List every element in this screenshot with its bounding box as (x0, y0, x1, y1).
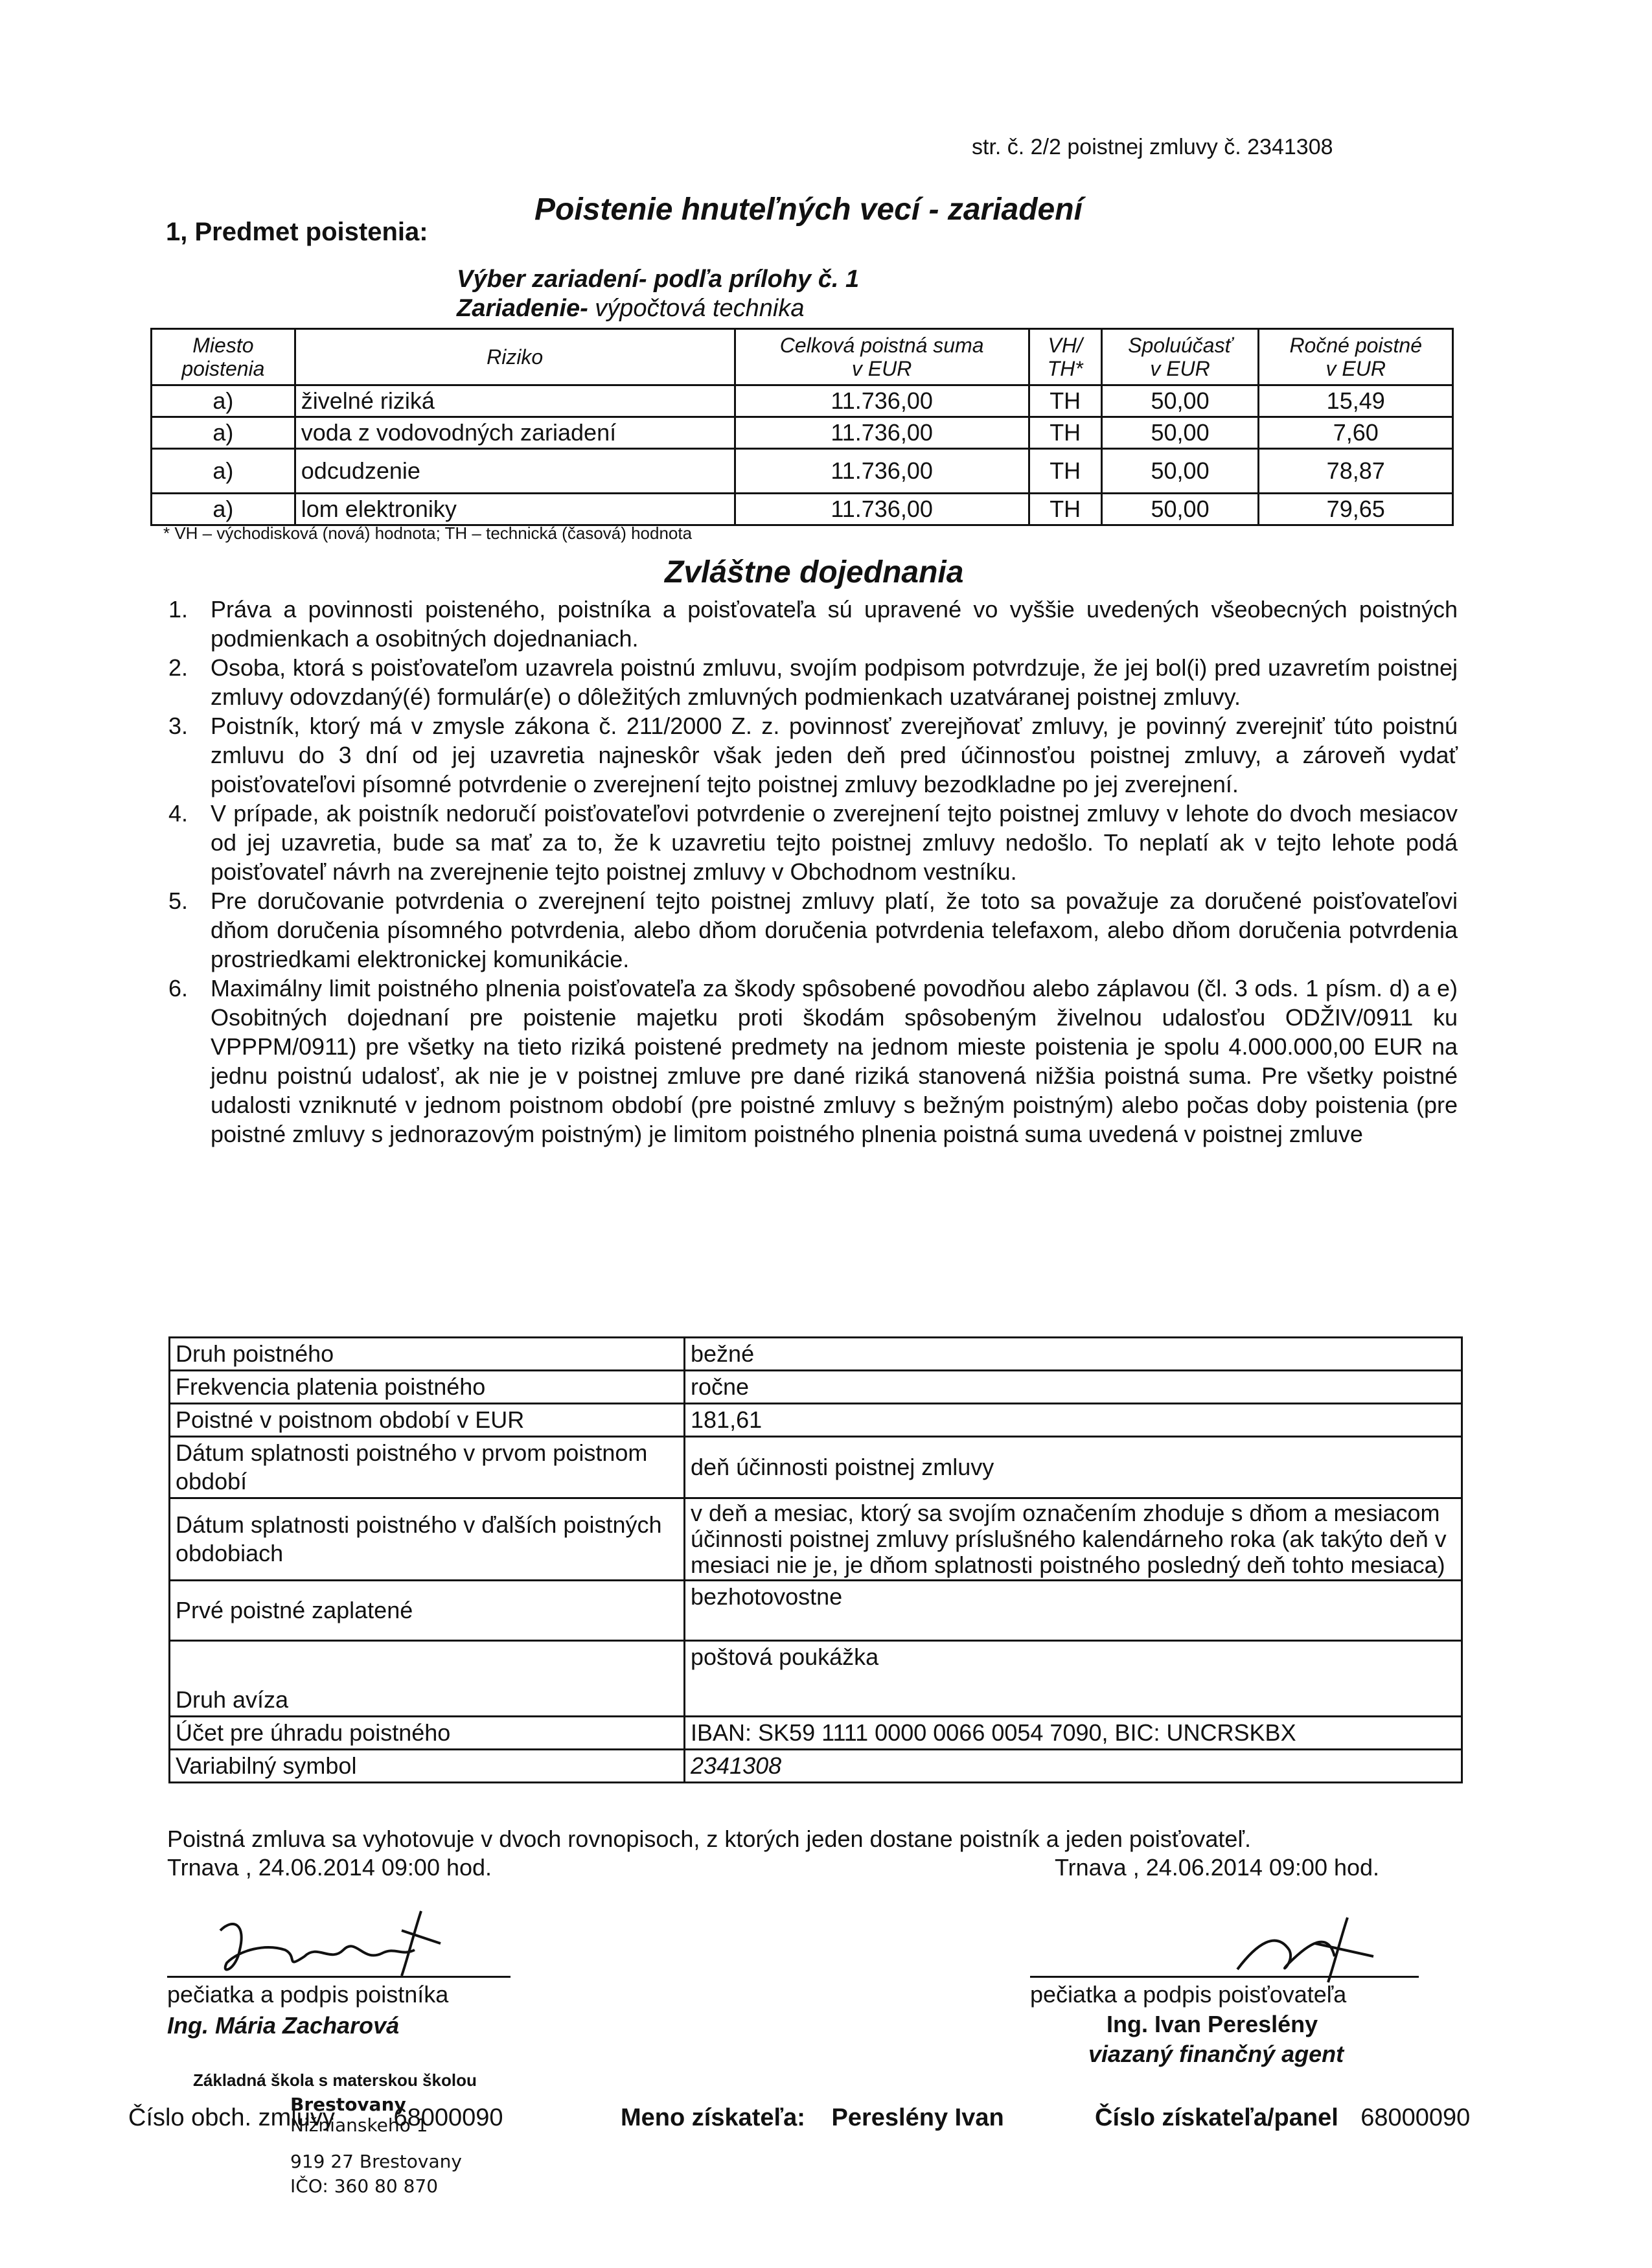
copies-note: Poistná zmluva sa vyhotovuje v dvoch rovnopisoch, z ktorých jeden dostane poistník a jeden poisťovateľ. (167, 1826, 1251, 1852)
clause-number: 1. (168, 596, 189, 623)
client-name: Ing. Mária Zacharová (167, 2012, 400, 2039)
info-label: Druh avíza (170, 1641, 685, 1717)
table-row (170, 1371, 1462, 1404)
clause-text: Pre doručovanie potvrdenia o zverejnení tejto poistnej zmluvy platí, že toto sa považuje za doručené poisťovateľovi dňom doručenia písomného potvrdenia, alebo dňom doručenia potvrdenia telefaxom, alebo dňom doručenia potvrdenia prostriedkami elektronickej komunikácie. (211, 888, 1458, 972)
info-label: Variabilný symbol (170, 1750, 685, 1783)
table-row (170, 1750, 1462, 1783)
device-label: Zariadenie- (457, 295, 588, 322)
clause-number: 6. (168, 975, 189, 1002)
info-value: 2341308 (685, 1750, 1462, 1783)
info-label: Dátum splatnosti poistného v ďalších poistných obdobiach (170, 1498, 685, 1581)
cell-sum: 11.736,00 (735, 449, 1029, 494)
clause-text: Osoba, ktorá s poisťovateľom uzavrela poistnú zmluvu, svojím podpisom potvrdzuje, že jej bol(i) pred uzavretím poistnej zmluvy odovzdaný(é) formulár(e) o dôležitých zmluvných podmienkach uzatváranej poistnej zmluvy. (211, 654, 1458, 710)
agent-name: Ing. Ivan Pereslény (1107, 2011, 1318, 2037)
special-arrangements-title: Zvláštne dojednania (665, 555, 964, 590)
contract-number-label: Číslo obch. zmluvy (128, 2104, 335, 2131)
info-value: ročne (685, 1371, 1462, 1404)
risk-table (150, 328, 1454, 526)
clause-number: 2. (168, 654, 189, 681)
clause (168, 595, 1458, 653)
table-row (152, 417, 1453, 449)
cell-risk: voda z vodovodných zariadení (295, 417, 735, 449)
col-premium: Ročné poistné v EUR (1259, 329, 1453, 385)
table-row (170, 1717, 1462, 1750)
cell-participation: 50,00 (1101, 449, 1259, 494)
cell-participation: 50,00 (1101, 385, 1259, 417)
cell-place: a) (152, 449, 295, 494)
table-row (170, 1581, 1462, 1641)
table-row (152, 385, 1453, 417)
cell-place: a) (152, 417, 295, 449)
table-row (152, 449, 1453, 494)
table-row (152, 494, 1453, 525)
agent-info (621, 2104, 1004, 2132)
clause-number: 3. (168, 713, 189, 739)
panel-value: 68000090 (1360, 2104, 1471, 2131)
clause-number: 4. (168, 800, 189, 827)
col-risk: Riziko (295, 329, 735, 385)
clause-text: Maximálny limit poistného plnenia poisťovateľa za škody spôsobené povodňou alebo záplavou (čl. 3 ods. 1 písm. d) a e) Osobitných dojednaní pre poistenie majetku proti škodám spôsobeným živelnou udalosťou ODŽIV/0911 ku VPPPM/0911) pre všetky na tieto riziká poistené predmety na jednom mieste poistenia je spolu 4.000.000,00 EUR na jednu poistnú udalosť, ak nie je v poistnej zmluve pre dané riziká stanovená nižšia poistná suma. Pre všetky poistné udalosti vzniknuté v jednom poistnom období (pre poistné zmluvy s bežným poistným) alebo počas doby poistenia (pre poistné zmluvy s jednorazovým poistným) je limitom poistného plnenia poistná suma uvedená v poistnej zmluve (211, 975, 1458, 1147)
cell-vh: TH (1029, 449, 1101, 494)
info-value: deň účinnosti poistnej zmluvy (685, 1437, 1462, 1498)
col-place: Miesto poistenia (152, 329, 295, 385)
table-row (170, 1437, 1462, 1498)
info-label: Prvé poistné zaplatené (170, 1581, 685, 1641)
clause-number: 5. (168, 888, 189, 914)
agent-role: viazaný finančný agent (1088, 2041, 1344, 2067)
special-arrangements-list (168, 595, 1458, 1149)
contract-number (128, 2104, 503, 2132)
left-place-date: Trnava , 24.06.2014 09:00 hod. (167, 1854, 492, 1881)
contract-number-value: 68000090 (393, 2104, 503, 2131)
info-value: IBAN: SK59 1111 0000 0066 0054 7090, BIC: UNCRSKBX (685, 1717, 1462, 1750)
stamp-town: Brestovany (290, 2094, 406, 2115)
stamp-ico: IČO: 360 80 870 (290, 2175, 439, 2197)
cell-place: a) (152, 494, 295, 525)
info-label: Frekvencia platenia poistného (170, 1371, 685, 1404)
cell-participation: 50,00 (1101, 494, 1259, 525)
col-sum: Celková poistná suma v EUR (735, 329, 1029, 385)
info-label: Poistné v poistnom období v EUR (170, 1404, 685, 1437)
cell-place: a) (152, 385, 295, 417)
section-heading-subject: 1, Predmet poistenia: (166, 218, 428, 246)
clause (168, 711, 1458, 799)
device-value: výpočtová technika (595, 295, 805, 322)
cell-vh: TH (1029, 385, 1101, 417)
info-label: Účet pre úhradu poistného (170, 1717, 685, 1750)
clause (168, 886, 1458, 974)
cell-sum: 11.736,00 (735, 417, 1029, 449)
signature-line-agent (1030, 1976, 1419, 1978)
risk-table-header (152, 329, 1453, 385)
stamp-street: Nižnianskeho 1 (290, 2114, 428, 2136)
info-label: Druh poistného (170, 1338, 685, 1371)
signature-line-client (167, 1976, 511, 1978)
info-value: poštová poukážka (685, 1641, 1462, 1717)
agent-value: Pereslény Ivan (831, 2104, 1004, 2131)
device-line (457, 295, 804, 323)
table-row (170, 1641, 1462, 1717)
info-label: Dátum splatnosti poistného v prvom poistnom období (170, 1437, 685, 1498)
selection-note: Výber zariadení- podľa prílohy č. 1 (457, 266, 860, 293)
page-title: Poistenie hnuteľných vecí - zariadení (534, 192, 1083, 227)
right-place-date: Trnava , 24.06.2014 09:00 hod. (1055, 1854, 1380, 1881)
clause (168, 653, 1458, 711)
table-row (170, 1404, 1462, 1437)
clause (168, 974, 1458, 1149)
panel-label: Číslo získateľa/panel (1095, 2104, 1338, 2131)
cell-premium: 15,49 (1259, 385, 1453, 417)
clause-text: Poistník, ktorý má v zmysle zákona č. 211/2000 Z. z. povinnosť zverejňovať zmluvy, je povinný zverejniť túto poistnú zmluvu do 3 dní od jej uzavretia najneskôr však jeden deň pred účinnosťou poistnej zmluvy, a zároveň vydať poisťovateľovi písomné potvrdenie o zverejnení tejto poistnej zmluvy bezodkladne po jej zverejnení. (211, 713, 1458, 797)
info-value: bezhotovostne (685, 1581, 1462, 1641)
cell-risk: živelné riziká (295, 385, 735, 417)
cell-premium: 79,65 (1259, 494, 1453, 525)
page-reference: str. č. 2/2 poistnej zmluvy č. 2341308 (972, 135, 1333, 159)
cell-sum: 11.736,00 (735, 494, 1029, 525)
clause-text: V prípade, ak poistník nedoručí poisťovateľovi potvrdenie o zverejnení tejto poistnej zmluvy v lehote do dvoch mesiacov od jej uzavretia, bude sa mať za to, že k uzavretiu tejto poistnej zmluvy nedošlo. To neplatí ak v tejto lehote podá poisťovateľ návrh na zverejnenie tejto poistnej zmluvy v Obchodnom vestníku. (211, 800, 1458, 885)
table-row (170, 1498, 1462, 1581)
stamp-school-name: Základná škola s materskou školou (193, 2070, 477, 2090)
cell-risk: odcudzenie (295, 449, 735, 494)
cell-premium: 78,87 (1259, 449, 1453, 494)
panel-info (1095, 2104, 1470, 2132)
agent-signature-label: pečiatka a podpis poisťovateľa (1030, 1981, 1347, 2008)
table-row (170, 1338, 1462, 1371)
cell-vh: TH (1029, 417, 1101, 449)
agent-label: Meno získateľa: (621, 2104, 805, 2131)
cell-risk: lom elektroniky (295, 494, 735, 525)
cell-vh: TH (1029, 494, 1101, 525)
info-value: 181,61 (685, 1404, 1462, 1437)
table-footnote: * VH – východisková (nová) hodnota; TH – technická (časová) hodnota (163, 523, 693, 543)
col-vh: VH/ TH* (1029, 329, 1101, 385)
clause-text: Práva a povinnosti poisteného, poistníka a poisťovateľa sú upravené vo vyššie uvedených všeobecných poistných podmienkach a osobitných dojednaniach. (211, 596, 1458, 652)
col-participation: Spoluúčasť v EUR (1101, 329, 1259, 385)
client-signature-label: pečiatka a podpis poistníka (167, 1981, 449, 2008)
payment-info-table (168, 1336, 1463, 1783)
info-value: v deň a mesiac, ktorý sa svojím označením zhoduje s dňom a mesiacom účinnosti poistnej zmluvy príslušného kalendárneho roka (ak takýto deň v mesiaci nie je, je dňom splatnosti poistného posledný deň tohto mesiaca) (685, 1498, 1462, 1581)
info-value: bežné (685, 1338, 1462, 1371)
cell-premium: 7,60 (1259, 417, 1453, 449)
clause (168, 799, 1458, 886)
stamp-zip: 919 27 Brestovany (290, 2151, 462, 2172)
cell-sum: 11.736,00 (735, 385, 1029, 417)
cell-participation: 50,00 (1101, 417, 1259, 449)
